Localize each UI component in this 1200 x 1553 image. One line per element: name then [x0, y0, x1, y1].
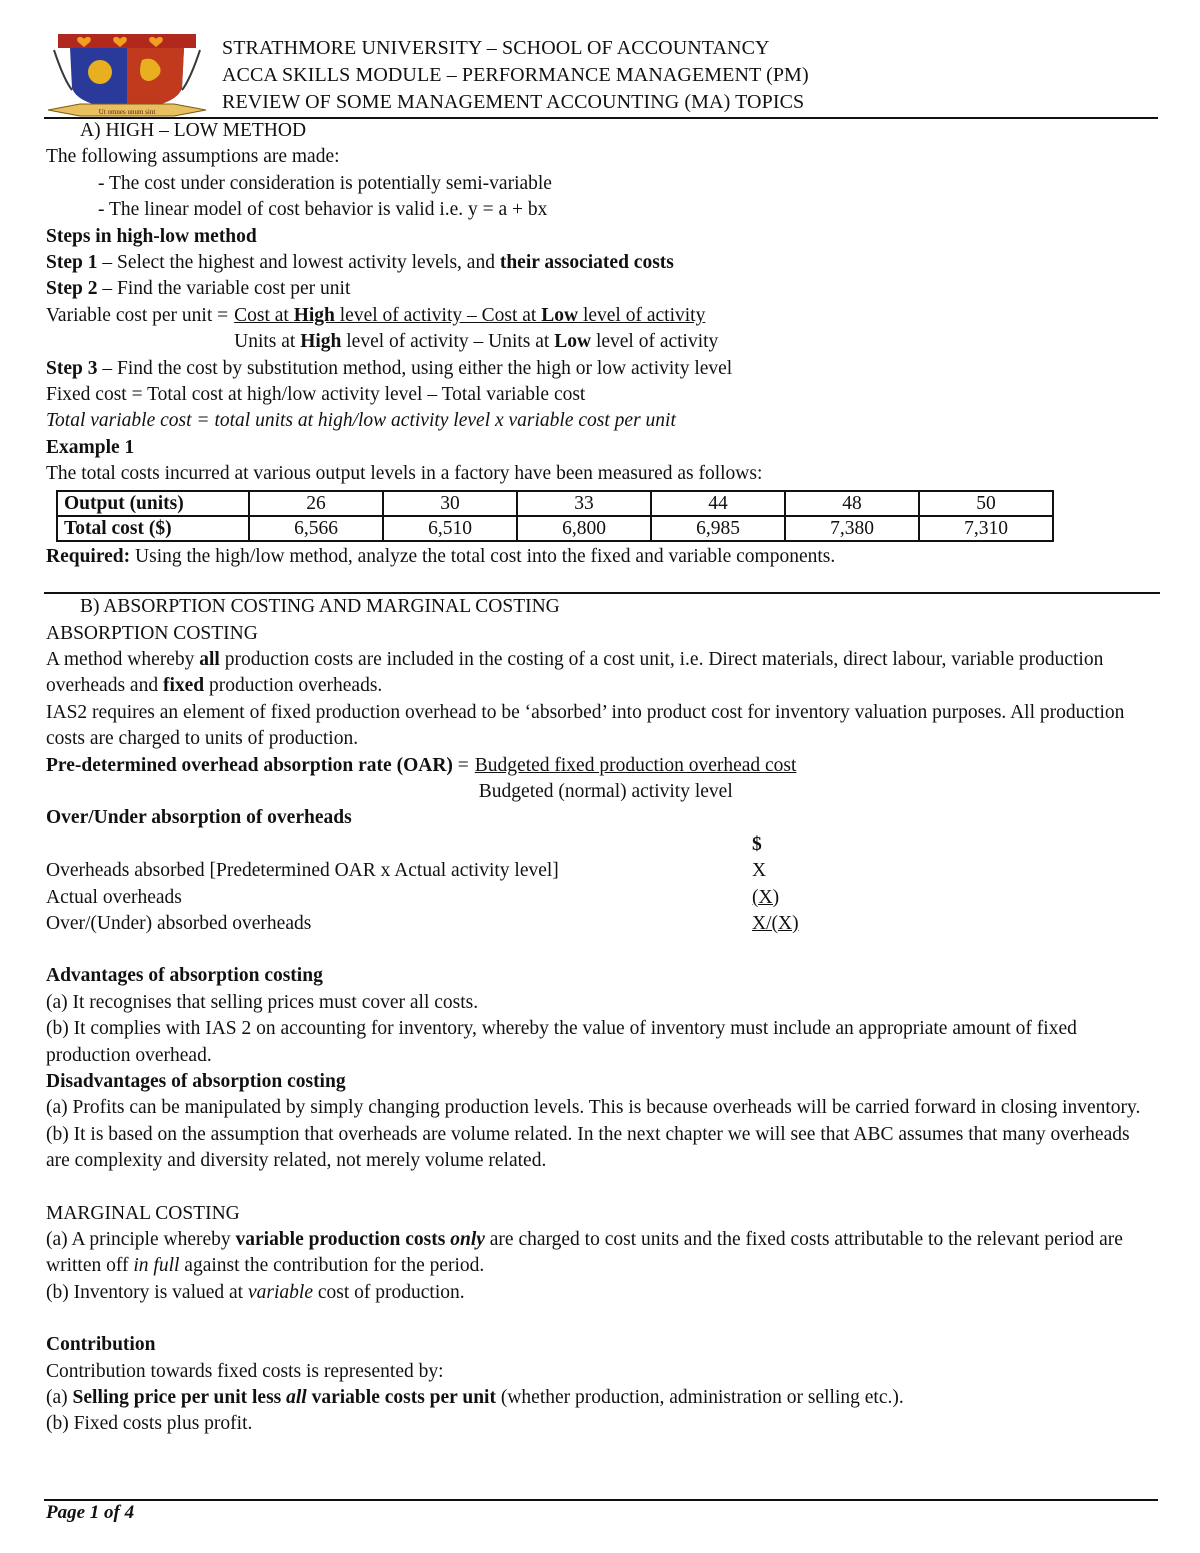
table-cell: 6,985 — [651, 516, 785, 541]
vc-num-b: level of activity – Cost at — [334, 304, 542, 326]
abs-p1-fixed: fixed — [162, 675, 205, 697]
assumption-2: - The linear model of cost behavior is valid i.e. y = a + bx — [98, 199, 548, 221]
abs-p1-a: A method whereby — [46, 648, 200, 670]
cost-row-label: Total cost ($) — [57, 516, 249, 541]
step-2-label: Step 2 — [46, 278, 98, 300]
step-1-label: Step 1 — [46, 252, 98, 274]
contrib-a-1: (a) — [46, 1387, 73, 1409]
table-cell: 44 — [651, 491, 785, 516]
university-crest-icon — [44, 30, 210, 120]
table-cell: 6,566 — [249, 516, 383, 541]
contribution-point-a — [46, 1385, 1156, 1411]
table-row-cost — [57, 516, 1053, 541]
step-3 — [46, 356, 1156, 382]
step-1-text: – Select the highest and lowest activity levels, and — [97, 252, 500, 274]
ovr-row-label: Overheads absorbed [Predetermined OAR x Actual activity level] — [46, 860, 559, 882]
mc-b-2: cost of production. — [312, 1281, 465, 1303]
vc-den-b: level of activity – Units at — [341, 331, 555, 353]
vc-num-a: Cost at — [234, 304, 294, 326]
table-cell: 7,310 — [919, 516, 1053, 541]
oar-denominator: Budgeted (normal) activity level — [478, 780, 733, 802]
disadvantage-b: (b) It is based on the assumption that overheads are volume related. In the next chapter we will see that ABC assumes that many overheads are complexity and diversity related, not merely volume related. — [46, 1123, 1130, 1172]
table-cell: 26 — [249, 491, 383, 516]
table-cell: 50 — [919, 491, 1053, 516]
table-cell: 30 — [383, 491, 517, 516]
contribution-point-b: (b) Fixed costs plus profit. — [46, 1413, 253, 1435]
document-header — [222, 35, 809, 116]
mc-a-infull: in full — [133, 1255, 180, 1277]
vc-num-c: level of activity — [578, 304, 706, 326]
motto-text: Ut omnes unum sint — [98, 108, 156, 116]
oar-label-group — [46, 753, 469, 779]
header-line-3: REVIEW OF SOME MANAGEMENT ACCOUNTING (MA) TOPICS — [222, 91, 805, 113]
ovr-row-amount: X — [752, 860, 767, 882]
disadvantages-heading: Disadvantages of absorption costing — [46, 1071, 346, 1092]
contrib-a-bold2: variable costs per unit — [306, 1387, 496, 1409]
total-variable-cost-formula: Total variable cost = total units at high/low activity level x variable cost per unit — [46, 410, 676, 432]
example-text: The total costs incurred at various output levels in a factory have been measured as follows: — [46, 463, 763, 485]
table-cell: 6,800 — [517, 516, 651, 541]
header-line-1: STRATHMORE UNIVERSITY – SCHOOL OF ACCOUNTANCY — [222, 37, 770, 59]
oar-label: Pre-determined overhead absorption rate (OAR) — [46, 754, 453, 776]
mc-a-1: (a) A principle whereby — [46, 1229, 236, 1251]
step-3-label: Step 3 — [46, 357, 98, 379]
mc-a-bold: variable production costs — [235, 1229, 451, 1251]
vc-den-a: Units at — [234, 331, 301, 353]
mc-b-1: (b) Inventory is valued at — [46, 1281, 248, 1303]
contribution-heading: Contribution — [46, 1334, 156, 1356]
assumption-1: - The cost under consideration is potentially semi-variable — [98, 172, 552, 194]
advantages-heading: Advantages of absorption costing — [46, 965, 323, 987]
absorption-paragraph-1 — [46, 647, 1156, 700]
mc-a-only: only — [450, 1229, 485, 1251]
advantage-b: (b) It complies with IAS 2 on accounting for inventory, whereby the value of inventory must include an appropriate amount of fixed production overhead. — [46, 1018, 1077, 1066]
ovr-row-label: Over/(Under) absorbed overheads — [46, 912, 312, 934]
steps-heading: Steps in high-low method — [46, 225, 257, 247]
marginal-point-a — [46, 1227, 1156, 1280]
table-cell: 6,510 — [383, 516, 517, 541]
ovr-blank — [46, 832, 752, 858]
vc-den-c: level of activity — [591, 331, 719, 353]
required-text: Using the high/low method, analyze the total cost into the fixed and variable components. — [130, 545, 836, 567]
ovr-row-label: Actual overheads — [46, 886, 182, 908]
absorption-heading: ABSORPTION COSTING — [46, 622, 258, 644]
marginal-heading: MARGINAL COSTING — [46, 1202, 240, 1224]
ovr-row-amount: X/(X) — [752, 912, 799, 934]
abs-p1-b: production costs are included in the costing of a cost unit, i.e. Direct materials, direct labour, variable production overheads and — [46, 648, 1104, 697]
currency-header: $ — [752, 833, 762, 855]
contrib-a-bold1: Selling price per unit less — [72, 1387, 287, 1409]
mc-a-2: are charged to cost units and the fixed costs attributable to the relevant period are written off — [46, 1229, 1123, 1277]
required-label: Required: — [46, 545, 131, 567]
oar-numerator: Budgeted fixed production overhead cost — [474, 754, 797, 776]
contrib-a-all: all — [286, 1387, 307, 1409]
step-3-text: – Find the cost by substitution method, using either the high or low activity level — [97, 357, 733, 379]
vc-numerator — [234, 303, 718, 329]
vc-denominator — [234, 329, 718, 355]
oar-eq: = — [452, 754, 469, 776]
step-1-bold: their associated costs — [499, 252, 674, 274]
step-2-text: – Find the variable cost per unit — [97, 278, 351, 300]
abs-p1-c: production overheads. — [204, 675, 383, 697]
oar-formula — [46, 753, 1156, 806]
output-row-label: Output (units) — [57, 491, 249, 516]
table-cell: 7,380 — [785, 516, 919, 541]
mc-b-var: variable — [247, 1281, 313, 1303]
page-number: Page 1 of 4 — [46, 1502, 135, 1523]
marginal-point-b — [46, 1280, 1156, 1306]
header-line-2: ACCA SKILLS MODULE – PERFORMANCE MANAGEMENT (PM) — [222, 64, 809, 86]
step-1 — [46, 250, 1156, 276]
contribution-intro: Contribution towards fixed costs is represented by: — [46, 1360, 444, 1382]
required-statement — [46, 544, 1156, 570]
footer-rule — [44, 1499, 1158, 1501]
over-under-table — [46, 832, 1156, 938]
advantage-a: (a) It recognises that selling prices must cover all costs. — [46, 991, 479, 1013]
document-body — [46, 118, 1156, 1438]
vc-label: Variable cost per unit = — [46, 304, 229, 326]
fixed-cost-formula: Fixed cost = Total cost at high/low activity level – Total variable cost — [46, 384, 586, 406]
over-under-heading: Over/Under absorption of overheads — [46, 807, 352, 829]
section-a-title: A) HIGH – LOW METHOD — [80, 120, 307, 141]
mc-a-3: against the contribution for the period. — [179, 1255, 485, 1277]
absorption-paragraph-2: IAS2 requires an element of fixed production overhead to be ‘absorbed’ into product cost for inventory valuation purposes. All production costs are charged to units of production. — [46, 701, 1125, 750]
table-cell: 48 — [785, 491, 919, 516]
section-b-title: B) ABSORPTION COSTING AND MARGINAL COSTING — [80, 596, 560, 618]
contrib-a-2: (whether production, administration or selling etc.). — [495, 1387, 904, 1409]
variable-cost-formula — [46, 303, 1156, 356]
ovr-row-amount: (X) — [752, 886, 780, 908]
abs-p1-all: all — [199, 648, 220, 670]
assumptions-intro: The following assumptions are made: — [46, 146, 340, 168]
table-row-output — [57, 491, 1053, 516]
step-2 — [46, 276, 1156, 302]
example-title: Example 1 — [46, 436, 135, 458]
vc-num-low: Low — [541, 304, 579, 326]
vc-num-high: High — [293, 304, 335, 326]
disadvantage-a: (a) Profits can be manipulated by simply changing production levels. This is because overheads will be carried forward in closing inventory. — [46, 1097, 1141, 1119]
vc-den-low: Low — [554, 331, 592, 353]
vc-den-high: High — [300, 331, 342, 353]
cost-data-table — [56, 490, 1054, 542]
table-cell: 33 — [517, 491, 651, 516]
